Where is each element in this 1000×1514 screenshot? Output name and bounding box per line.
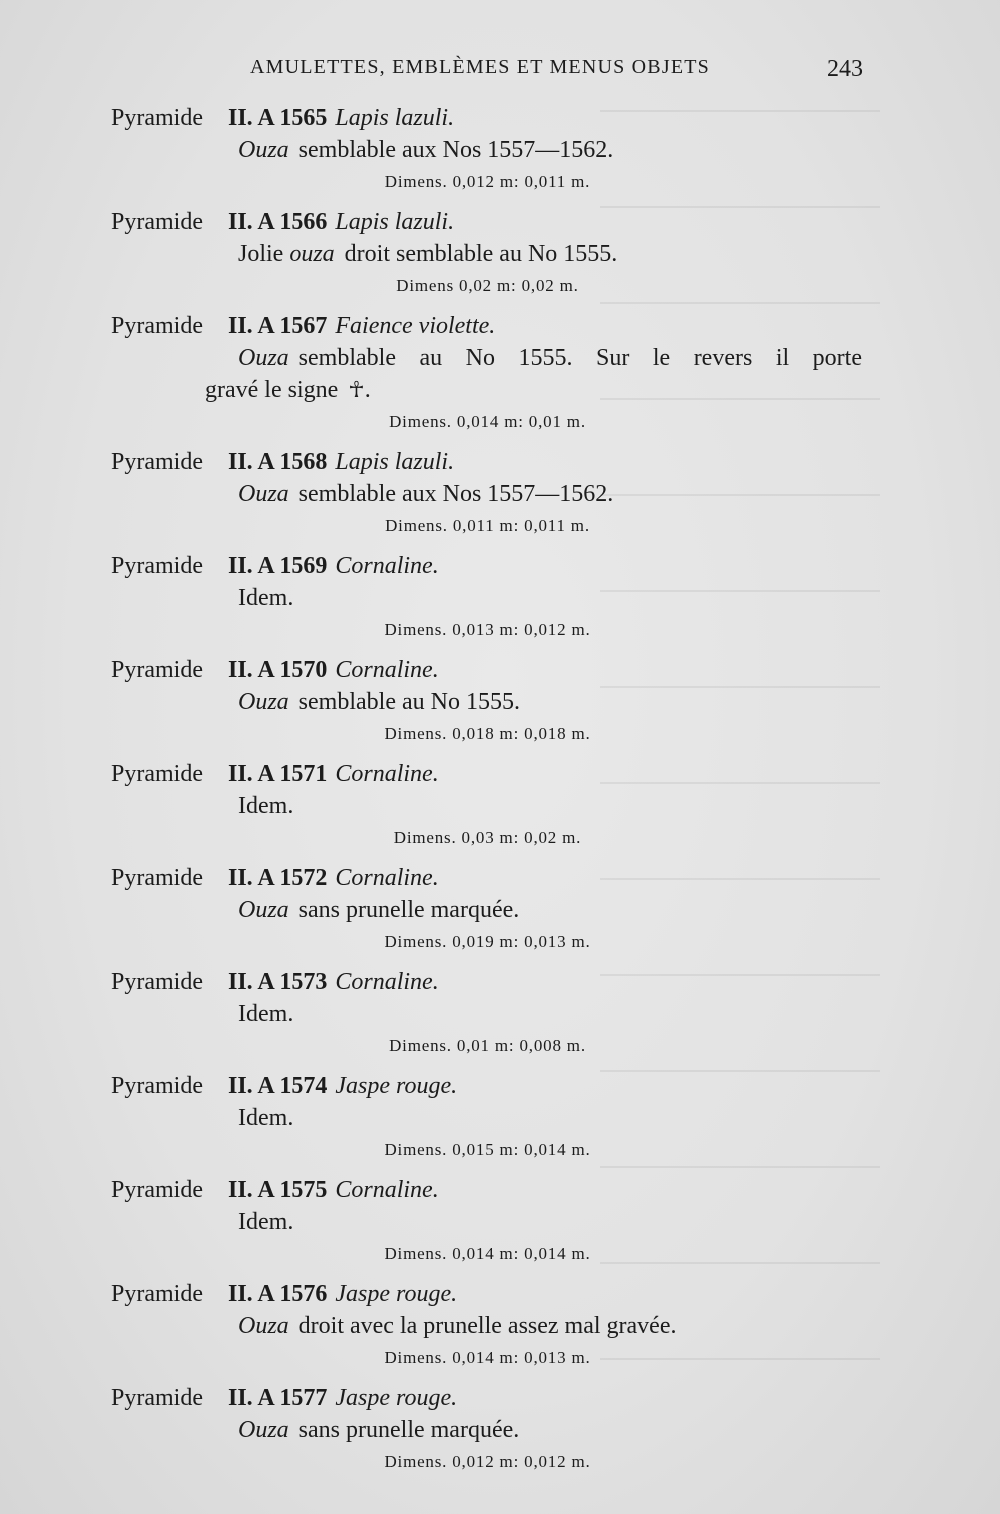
ouza-term: Ouza [238, 1417, 289, 1443]
entry-number: II. A 1577 [228, 1385, 328, 1411]
ouza-term: Ouza [238, 1313, 289, 1339]
entry-description: droit avec la prunelle assez mal gravée. [298, 1313, 677, 1339]
running-head: AMULETTES, EMBLÈMES ET MENUS OBJETS [250, 56, 710, 78]
catalogue-entries [0, 105, 1000, 1489]
entry-number: II. A 1567 [228, 313, 328, 339]
entry-number: II. A 1575 [228, 1177, 328, 1203]
entry-number: II. A 1569 [228, 553, 328, 579]
catalogue-entry [0, 553, 1000, 657]
entry-description: Idem. [238, 1105, 294, 1131]
entry-label: Pyramide [111, 1177, 203, 1203]
entry-material: Faience violette. [335, 313, 496, 339]
entry-number: II. A 1574 [228, 1073, 328, 1099]
catalogue-entry [0, 1385, 1000, 1489]
entry-description: sans prunelle marquée. [298, 1417, 520, 1443]
entry-label: Pyramide [111, 865, 203, 891]
entry-dimensions: Dimens. 0,012 m: 0,012 m. [384, 1452, 591, 1471]
entry-material: Cornaline. [335, 1177, 439, 1203]
catalogue-entry [0, 1177, 1000, 1281]
catalogue-entry [0, 865, 1000, 969]
catalogue-entry [0, 969, 1000, 1073]
entry-material: Cornaline. [335, 865, 439, 891]
entry-label: Pyramide [111, 761, 203, 787]
catalogue-entry [0, 1073, 1000, 1177]
catalogue-entry [0, 209, 1000, 313]
entry-description: Idem. [238, 1001, 294, 1027]
entry-description: semblable au No 1555. Sur le revers il porte [298, 345, 862, 371]
entry-description: semblable au No 1555. [298, 689, 520, 715]
entry-number: II. A 1565 [228, 105, 328, 131]
catalogue-entry [0, 1281, 1000, 1385]
entry-number: II. A 1571 [228, 761, 328, 787]
entry-material: Lapis lazuli. [335, 449, 455, 475]
entry-label: Pyramide [111, 209, 203, 235]
entry-dimensions: Dimens. 0,015 m: 0,014 m. [384, 1140, 591, 1159]
entry-description: sans prunelle marquée. [298, 897, 520, 923]
entry-label: Pyramide [111, 1385, 203, 1411]
ouza-term: Ouza [238, 345, 289, 371]
entry-number: II. A 1573 [228, 969, 328, 995]
entry-number: II. A 1568 [228, 449, 328, 475]
entry-description: Idem. [238, 585, 294, 611]
ouza-term: Ouza [238, 481, 289, 507]
entry-label: Pyramide [111, 969, 203, 995]
entry-material: Jaspe rouge. [335, 1073, 458, 1099]
entry-description: droit semblable au No 1555. [344, 241, 618, 267]
entry-dimensions: Dimens. 0,011 m: 0,011 m. [385, 516, 590, 535]
entry-description: Idem. [238, 793, 294, 819]
entry-material: Cornaline. [335, 657, 439, 683]
entry-description: Idem. [238, 1209, 294, 1235]
entry-label: Pyramide [111, 1073, 203, 1099]
entry-material: Cornaline. [335, 969, 439, 995]
page-header [0, 54, 1000, 86]
entry-dimensions: Dimens. 0,014 m: 0,013 m. [384, 1348, 591, 1367]
entry-label: Pyramide [111, 313, 203, 339]
catalogue-entry [0, 313, 1000, 449]
catalogue-entry [0, 657, 1000, 761]
entry-number: II. A 1566 [228, 209, 328, 235]
entry-dimensions: Dimens. 0,014 m: 0,014 m. [384, 1244, 591, 1263]
entry-material: Cornaline. [335, 761, 439, 787]
entry-material: Cornaline. [335, 553, 439, 579]
entry-description: semblable aux Nos 1557—1562. [298, 137, 614, 163]
entry-dimensions: Dimens. 0,019 m: 0,013 m. [384, 932, 591, 951]
entry-dimensions: Dimens. 0,013 m: 0,012 m. [384, 620, 591, 639]
entry-description-continued: gravé le signe [205, 377, 339, 403]
entry-dimensions: Dimens. 0,012 m: 0,011 m. [384, 172, 591, 191]
entry-dimensions: Dimens 0,02 m: 0,02 m. [396, 276, 579, 295]
entry-dimensions: Dimens. 0,01 m: 0,008 m. [389, 1036, 586, 1055]
ouza-term: Ouza [238, 897, 289, 923]
ouza-term: Ouza [238, 689, 289, 715]
entry-dimensions: Dimens. 0,03 m: 0,02 m. [393, 828, 582, 847]
ankh-sign-glyph: ☥ [348, 377, 365, 402]
entry-number: II. A 1576 [228, 1281, 328, 1307]
entry-dimensions: Dimens. 0,018 m: 0,018 m. [384, 724, 591, 743]
entry-dimensions: Dimens. 0,014 m: 0,01 m. [389, 412, 586, 431]
catalogue-entry [0, 761, 1000, 865]
entry-label: Pyramide [111, 657, 203, 683]
entry-description-prefix: Jolie [238, 241, 284, 267]
page-number: 243 [827, 56, 863, 82]
entry-number: II. A 1570 [228, 657, 328, 683]
entry-label: Pyramide [111, 1281, 203, 1307]
ouza-term: Ouza [238, 137, 289, 163]
entry-material: Jaspe rouge. [335, 1385, 458, 1411]
entry-label: Pyramide [111, 553, 203, 579]
entry-description: semblable aux Nos 1557—1562. [298, 481, 614, 507]
entry-label: Pyramide [111, 449, 203, 475]
entry-number: II. A 1572 [228, 865, 328, 891]
entry-material: Jaspe rouge. [335, 1281, 458, 1307]
entry-label: Pyramide [111, 105, 203, 131]
sign-period: . [364, 377, 371, 403]
ouza-term: ouza [289, 241, 335, 267]
catalogue-entry [0, 105, 1000, 209]
catalogue-entry [0, 449, 1000, 553]
entry-material: Lapis lazuli. [335, 105, 455, 131]
entry-material: Lapis lazuli. [335, 209, 455, 235]
